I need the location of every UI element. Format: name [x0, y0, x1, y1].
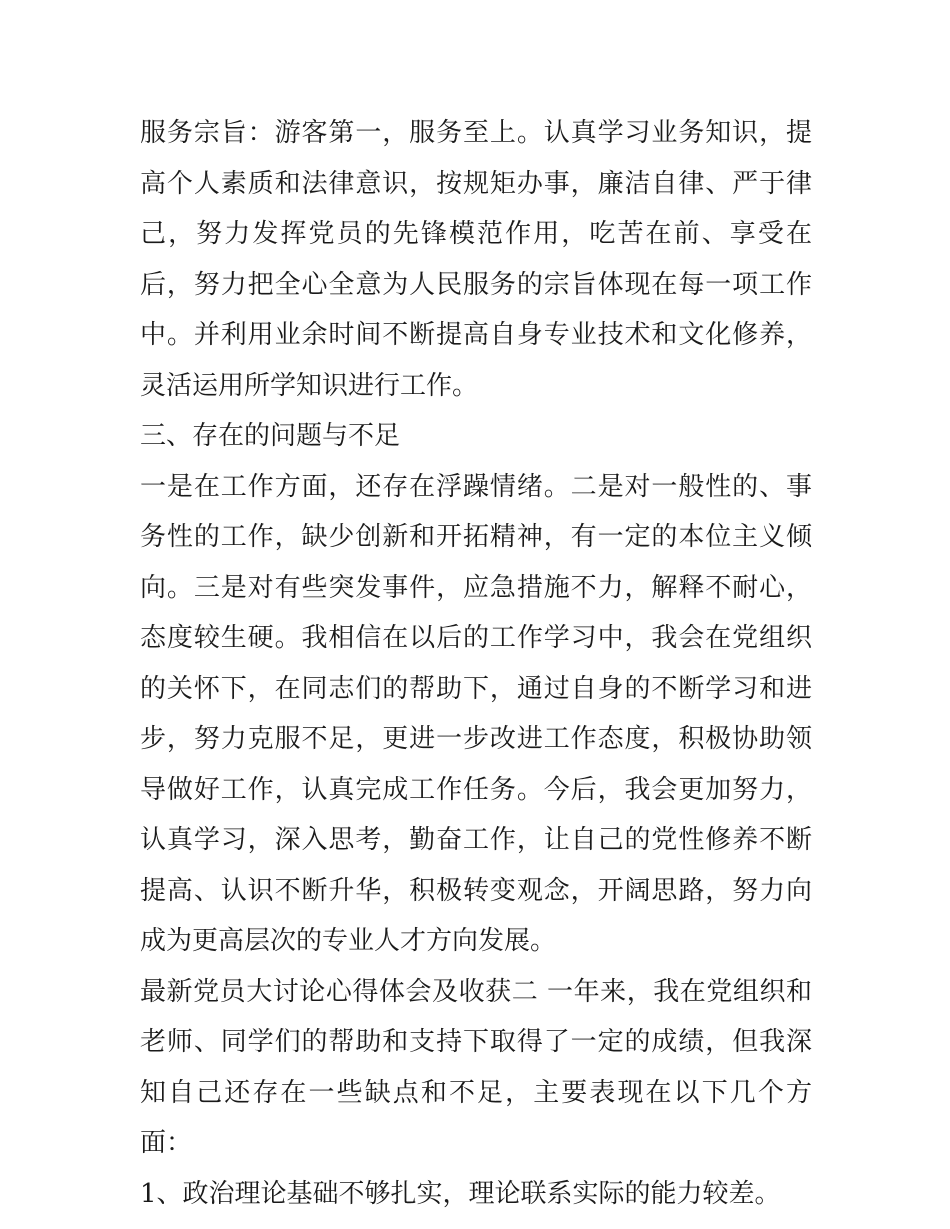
list-item-1: 1、政治理论基础不够扎实，理论联系实际的能力较差。	[140, 1178, 781, 1209]
document-body	[140, 108, 812, 1219]
paragraph-shortcomings: 一是在工作方面，还存在浮躁情绪。二是对一般性的、事务性的工作，缺少创新和开拓精神，有一定的本位主义倾向。三是对有些突发事件，应急措施不力，解释不耐心，态度较生硬。我相信在以后的工作学习中，我会在党组织的关怀下，在同志们的帮助下，通过自身的不断学习和进步，努力克服不足，更进一步改进工作态度，积极协助领导做好工作，认真完成工作任务。今后，我会更加努力，认真学习，深入思考，勤奋工作，让自己的党性修养不断提高、认识不断升华，积极转变观念，开阔思路，努力向成为更高层次的专业人才方向发展。	[140, 471, 812, 956]
section-heading-problems: 三、存在的问题与不足	[140, 421, 401, 451]
paragraph-service-purpose: 服务宗旨：游客第一，服务至上。认真学习业务知识，提高个人素质和法律意识，按规矩办事，廉洁自律、严于律己，努力发挥党员的先锋模范作用，吃苦在前、享受在后，努力把全心全意为人民服务的宗旨体现在每一项工作中。并利用业余时间不断提高自身专业技术和文化修养，灵活运用所学知识进行工作。	[140, 118, 812, 401]
paragraph-reflection-two: 最新党员大讨论心得体会及收获二 一年来，我在党组织和老师、同学们的帮助和支持下取得了一定的成绩，但我深知自己还存在一些缺点和不足，主要表现在以下几个方面：	[140, 976, 812, 1158]
